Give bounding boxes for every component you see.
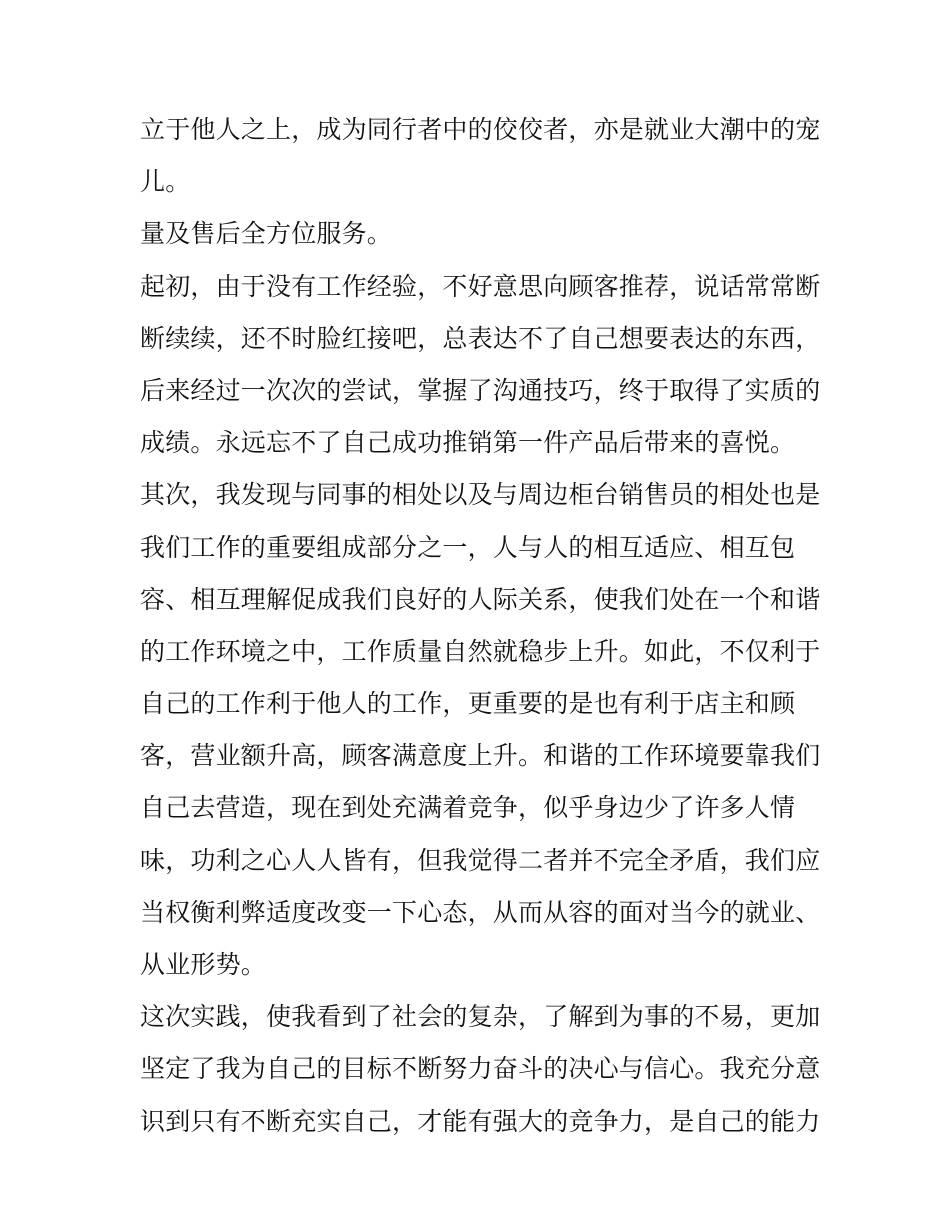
text-line: 儿。 [140,167,191,197]
text-line: 量及售后全方位服务。 [140,219,393,249]
text-line: 识到只有不断充实自己，才能有强大的竞争力，是自己的能力 [140,1106,821,1136]
text-line: 的工作环境之中，工作质量自然就稳步上升。如此，不仅利于 [140,636,821,666]
text-line: 立于他人之上，成为同行者中的佼佼者，亦是就业大潮中的宠 [140,115,821,144]
text-line: 成绩。永远忘不了自己成功推销第一件产品后带来的喜悦。 [140,428,796,458]
document-body [140,104,820,1148]
text-line: 容、相互理解促成我们良好的人际关系，使我们处在一个和谐 [140,584,821,614]
text-line: 从业形势。 [140,950,267,979]
text-line: 这次实践，使我看到了社会的复杂，了解到为事的不易，更加 [140,1002,821,1032]
text-line: 自己去营造，现在到处充满着竞争，似乎身边少了许多人情 [140,793,796,823]
text-line: 味，功利之心人人皆有，但我觉得二者并不完全矛盾，我们应 [140,845,821,875]
text-line: 自己的工作利于他人的工作，更重要的是也有利于店主和顾 [140,689,796,719]
text-line: 断续续，还不时脸红接吧，总表达不了自己想要表达的东西， [140,323,821,353]
text-line: 其次，我发现与同事的相处以及与周边柜台销售员的相处也是 [140,480,821,510]
text-line: 当权衡利弊适度改变一下心态，从而从容的面对当今的就业、 [140,897,821,927]
text-line: 起初，由于没有工作经验，不好意思向顾客推荐，说话常常断 [140,271,821,301]
text-line: 客，营业额升高，顾客满意度上升。和谐的工作环境要靠我们 [140,741,821,771]
text-line: 我们工作的重要组成部分之一，人与人的相互适应、相互包 [140,532,796,562]
text-line: 后来经过一次次的尝试，掌握了沟通技巧，终于取得了实质的 [140,375,821,405]
text-line: 坚定了我为自己的目标不断努力奋斗的决心与信心。我充分意 [140,1054,821,1084]
